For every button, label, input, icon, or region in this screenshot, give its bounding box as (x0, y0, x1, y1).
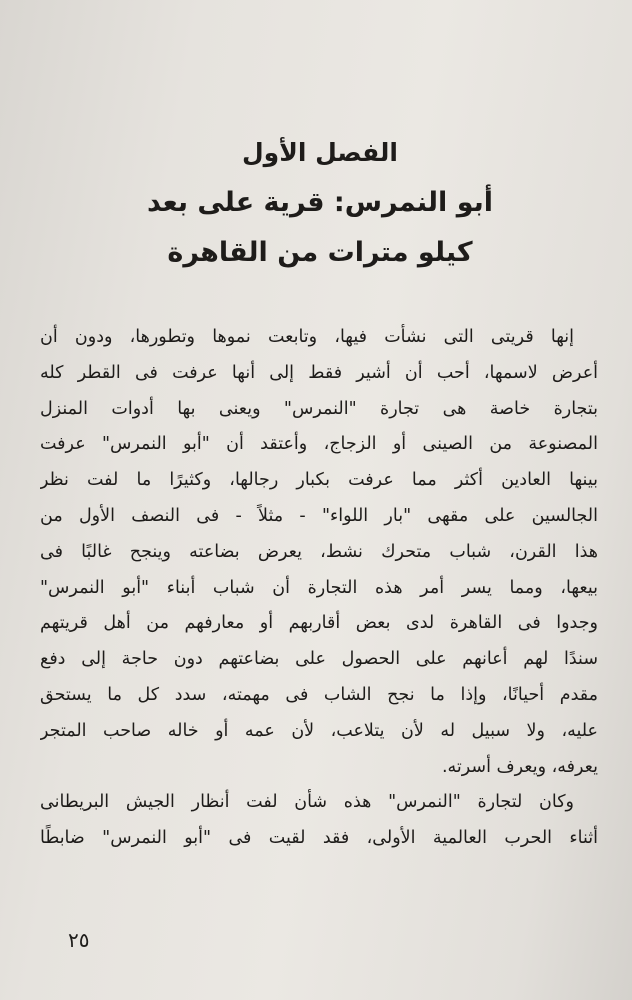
text-line: وجدوا فى القاهرة لدى بعض أقاربهم أو معارفهم من أهل قريتهم (40, 613, 598, 634)
chapter-title-line-2: كيلو مترات من القاهرة (167, 237, 473, 268)
text-line: سندًا لهم أعانهم على الحصول على بضاعتهم دون حاجة إلى دفع (40, 649, 598, 670)
text-line: بيعها، ومما يسر أمر هذه التجارة أن شباب أبناء "أبو النمرس" (40, 577, 598, 598)
body-text (40, 320, 598, 857)
text-line: الجالسين على مقهى "بار اللواء" - مثلاً - فى النصف الأول من (40, 505, 598, 526)
text-line: عليه، ولا سبيل له لأن يتلاعب، لأن عمه أو خاله صاحب المتجر (40, 720, 598, 741)
text-line: مقدم أحيانًا، وإذا ما نجح الشاب فى مهمته، سدد كل ما يستحق (40, 684, 598, 705)
text-line: بينها العادين أكثر مما عرفت بكبار رجالها، وكثيرًا ما لفت نظر (40, 470, 598, 491)
text-line: أثناء الحرب العالمية الأولى، فقد لقيت فى "أبو النمرس" ضابطًا (40, 828, 598, 849)
text-line: هذا القرن، شباب متحرك نشط، يعرض بضاعته وينجح غالبًا فى (40, 541, 598, 562)
chapter-label: الفصل الأول (241, 138, 399, 167)
text-line: أعرض لاسمها، أحب أن أشير فقط إلى أنها عرفت فى القطر كله (40, 362, 598, 383)
text-line: إنها قريتى التى نشأت فيها، وتابعت نموها وتطورها، ودون أن (40, 327, 574, 347)
text-line: وكان لتجارة "النمرس" هذه شأن لفت أنظار الجيش البريطانى (40, 792, 574, 813)
text-line: المصنوعة من الصينى أو الزجاج، وأعتقد أن "أبو النمرس" عرفت (40, 434, 598, 455)
text-line: بتجارة خاصة هى تجارة "النمرس" ويعنى بها أدوات المنزل (40, 398, 598, 419)
page-number: ٢٥ (68, 928, 90, 952)
text-line: يعرفه، ويعرف أسرته. (441, 756, 598, 777)
chapter-title-line-1: أبو النمرس: قرية على بعد (146, 187, 494, 218)
chapter-heading (90, 128, 550, 278)
